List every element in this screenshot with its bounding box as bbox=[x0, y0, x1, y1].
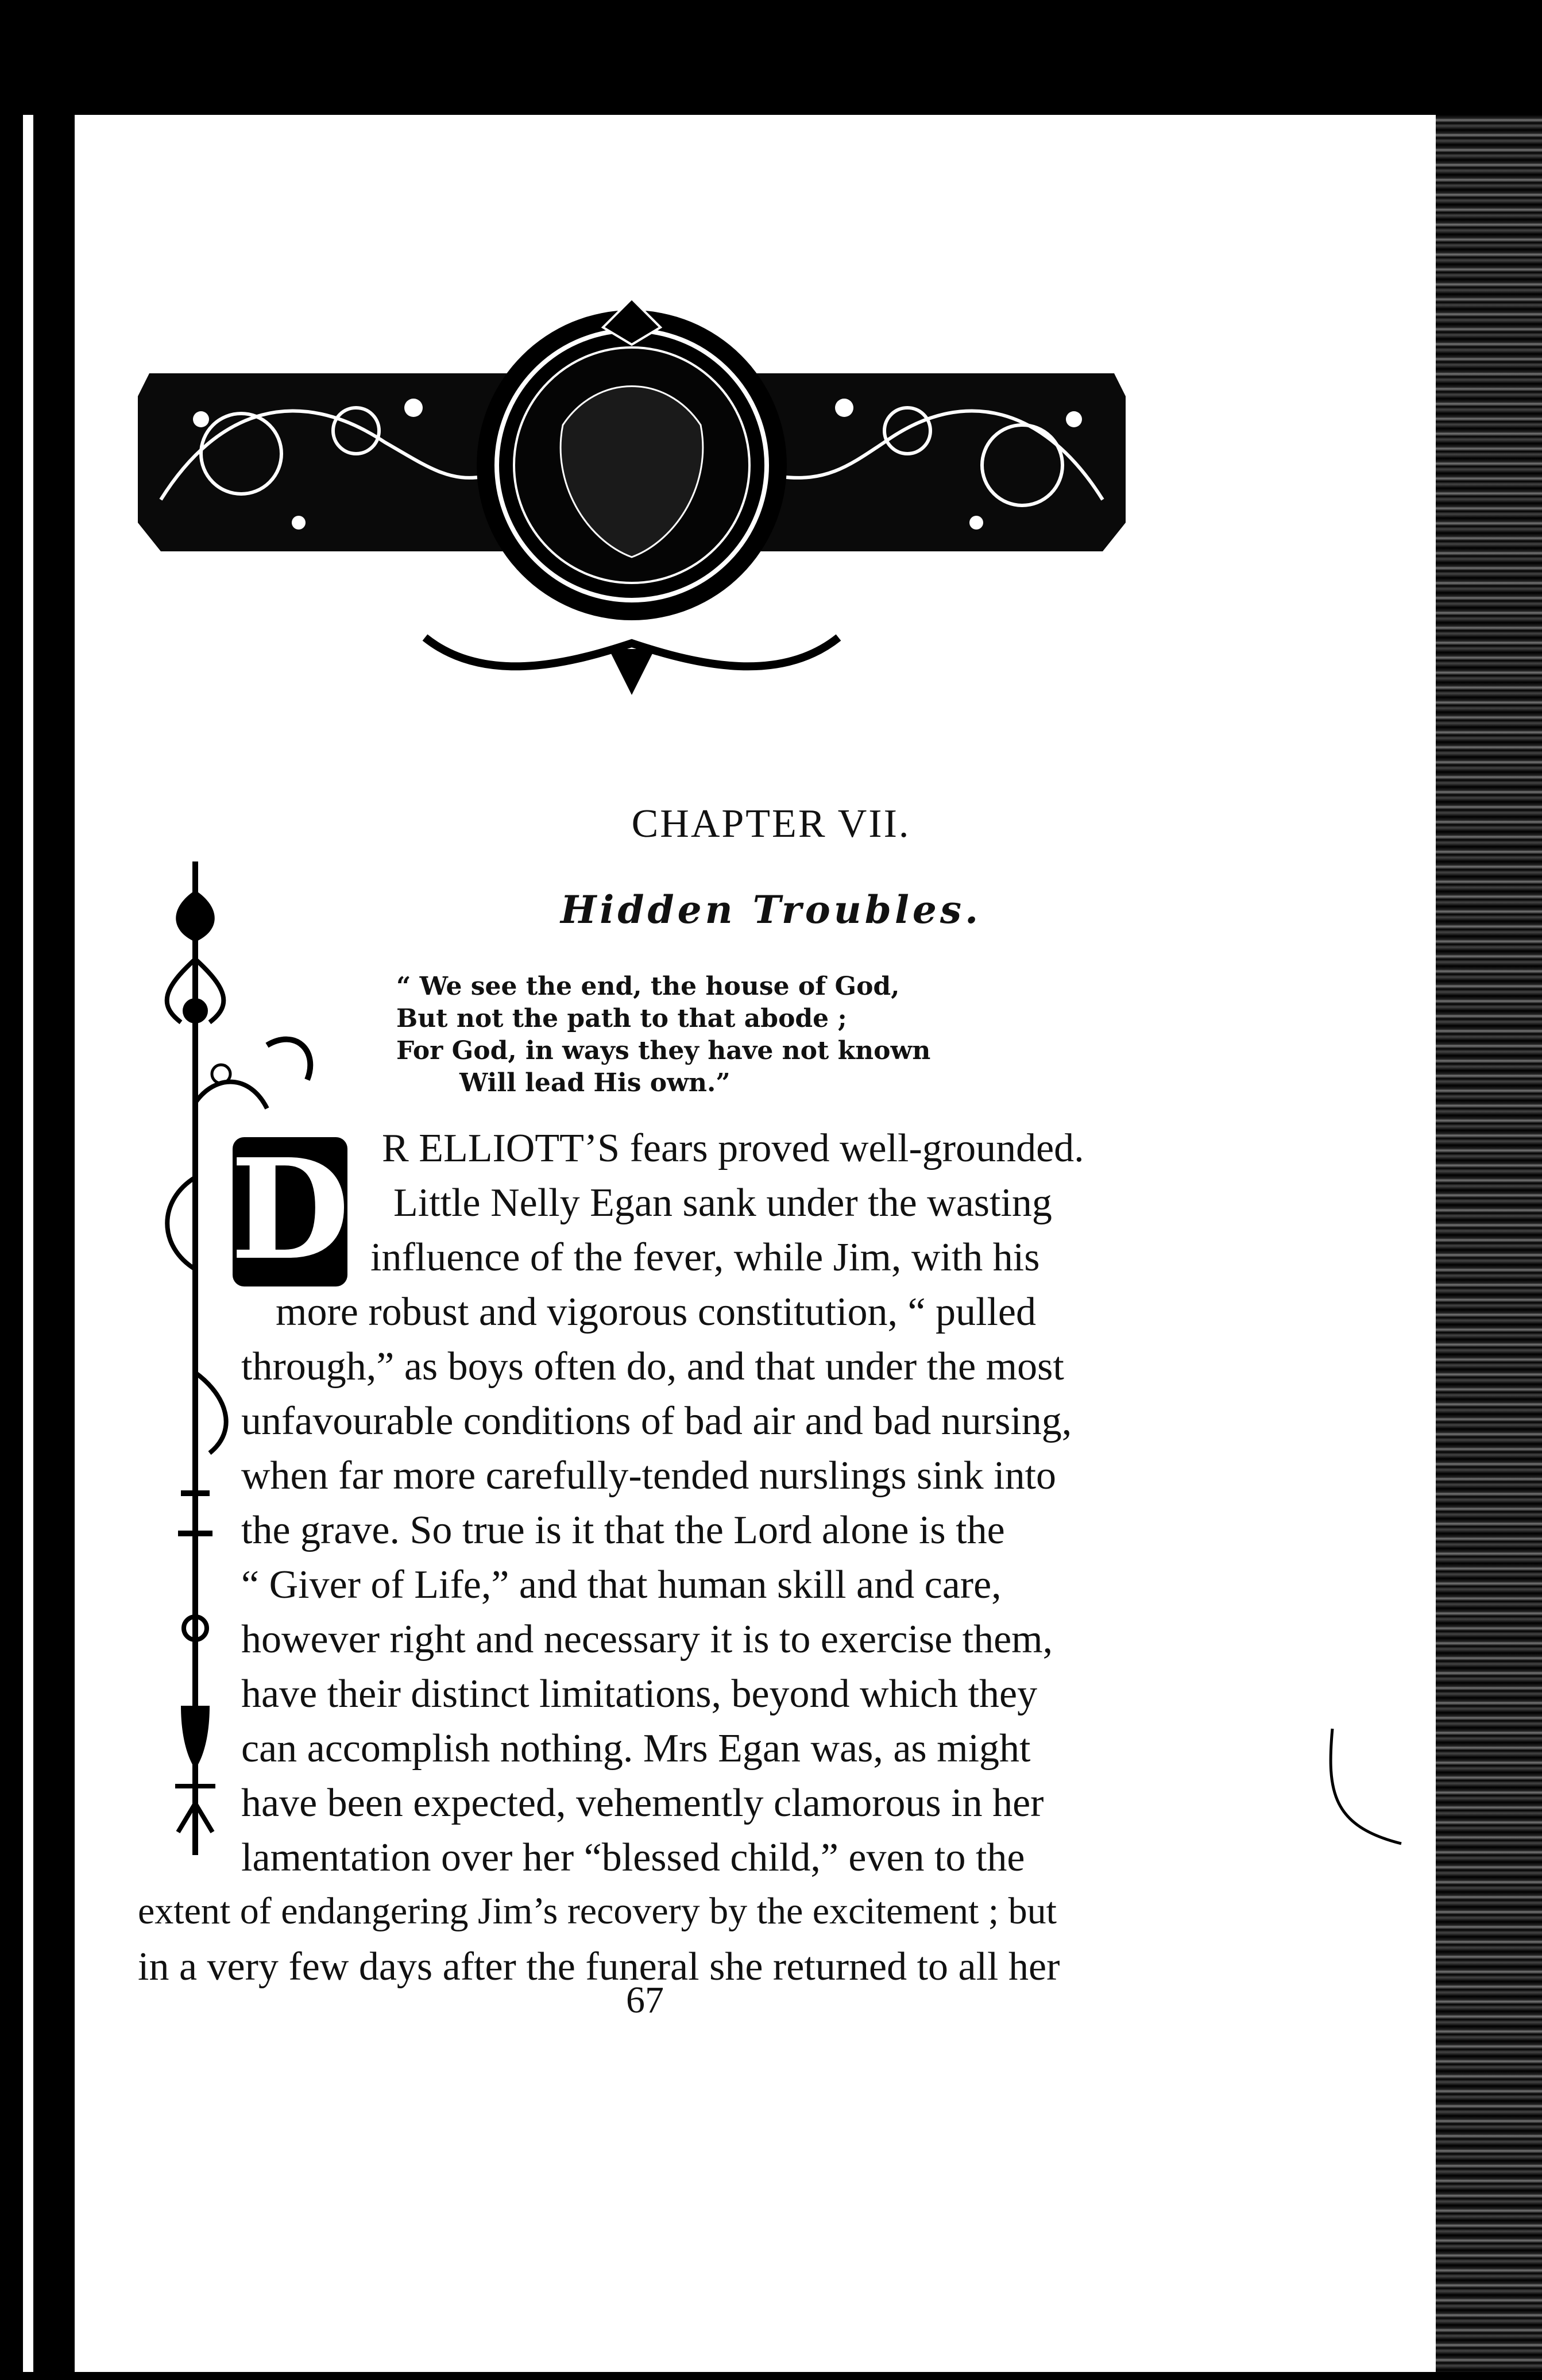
epigraph bbox=[396, 971, 930, 1099]
text-line: through,” as boys often do, and that under the most bbox=[241, 1344, 1064, 1389]
epigraph-line: Will lead His own.” bbox=[459, 1068, 731, 1098]
chapter-title: Hidden Troubles. bbox=[560, 887, 982, 932]
chapter-heading: CHAPTER VII. bbox=[631, 802, 911, 846]
text-line: have been expected, vehemently clamorous in her bbox=[241, 1781, 1044, 1825]
text-line: “ Giver of Life,” and that human skill and care, bbox=[241, 1563, 1002, 1607]
drop-cap: D bbox=[230, 1129, 350, 1291]
right-scan-edge bbox=[1436, 115, 1542, 2372]
text-line: when far more carefully-tended nurslings sink into bbox=[241, 1454, 1057, 1498]
text-line: have their distinct limitations, beyond which they bbox=[241, 1672, 1038, 1716]
text-line: can accomplish nothing. Mrs Egan was, as might bbox=[241, 1726, 1031, 1771]
text-line: unfavourable conditions of bad air and bad nursing, bbox=[241, 1399, 1072, 1443]
left-scan-edge bbox=[0, 115, 75, 2372]
page-number: 67 bbox=[626, 1979, 664, 2021]
epigraph-line: But not the path to that abode ; bbox=[396, 1004, 847, 1033]
text-line: more robust and vigorous constitution, “ pulled bbox=[276, 1290, 1036, 1334]
text-line: influence of the fever, while Jim, with his bbox=[370, 1235, 1040, 1280]
text-line: lamentation over her “blessed child,” even to the bbox=[241, 1836, 1025, 1880]
margin-mark bbox=[1321, 1723, 1413, 1861]
text-line: the grave. So true is it that the Lord alone is the bbox=[241, 1508, 1005, 1552]
text-line: extent of endangering Jim’s recovery by the excitement ; but bbox=[138, 1890, 1057, 1932]
text-line: however right and necessary it is to exercise them, bbox=[241, 1617, 1053, 1662]
text-line: Little Nelly Egan sank under the wasting bbox=[393, 1181, 1052, 1225]
epigraph-line: “ We see the end, the house of God, bbox=[396, 972, 900, 1001]
text-line: R ELLIOTT’S fears proved well-grounded. bbox=[382, 1126, 1084, 1170]
decorative-headpiece bbox=[126, 293, 1137, 701]
epigraph-line: For God, in ways they have not known bbox=[396, 1036, 931, 1065]
text-line: in a very few days after the funeral she returned to all her bbox=[138, 1945, 1060, 1989]
